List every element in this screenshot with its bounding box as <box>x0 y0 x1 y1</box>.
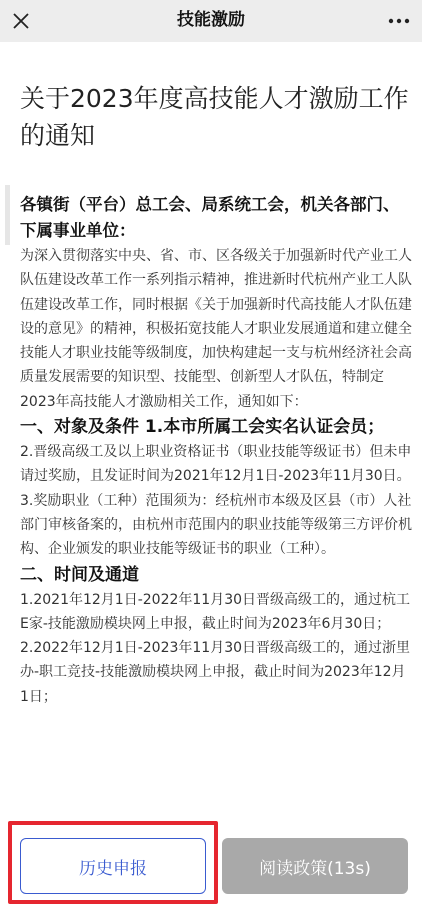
quote-bar <box>5 185 10 245</box>
article-title: 关于2023年度高技能人才激励工作的通知 <box>20 84 409 150</box>
section1-item2: 2.晋级高级工及以上职业资格证书（职业技能等级证书）但未申请过奖励，且发证时间为2021年12月1日-2023年11月30日。 <box>20 444 412 485</box>
section2-item1: 1.2021年12月1日-2022年11月30日晋级高级工的，通过杭工E家-技能激励模块网上申报，截止时间为2023年6月30日； <box>20 591 411 632</box>
intro-paragraph: 为深入贯彻落实中央、省、市、区各级关于加强新时代产业工人队伍建设改革工作一系列指示精神，推进新时代杭州产业工人队伍建设改革工作，同时根据《关于加强新时代高技能人才队伍建设的意见》的精神，积极拓宽技能人才职业发展通道和建立健全技能人才职业技能等级制度，加快构建起一支与杭州经济社会高质量发展需要的知识型、技能型、创新型人才队伍，特制定2023年高技能人才激励相关工作，通知如下： <box>20 248 412 410</box>
article-body <box>20 192 412 709</box>
addressee: 各镇街（平台）总工会、局系统工会，机关各部门、下属事业单位： <box>20 195 400 240</box>
section1-item3: 3.奖励职业（工种）范围须为：经杭州市本级及区县（市）人社部门审核备案的，由杭州市范围内的职业技能等级第三方评价机构、企业颁发的职业技能等级证书的职业（工种）。 <box>20 492 412 558</box>
section2-heading: 二、时间及通道 <box>20 564 139 585</box>
history-button[interactable]: 历史申报 <box>20 838 206 894</box>
section2-item2: 2.2022年12月1日-2023年11月30日晋级高级工的，通过浙里办-职工竞技-技能激励模块网上申报，截止时间为2023年12月1日； <box>20 640 411 705</box>
page-header-title: 技能激励 <box>177 10 245 30</box>
read-policy-button[interactable]: 阅读政策(13s) <box>222 838 408 894</box>
more-icon[interactable] <box>384 6 414 36</box>
section1-heading: 一、对象及条件 1.本市所属工会实名认证会员； <box>20 417 385 438</box>
top-bar <box>0 0 422 42</box>
